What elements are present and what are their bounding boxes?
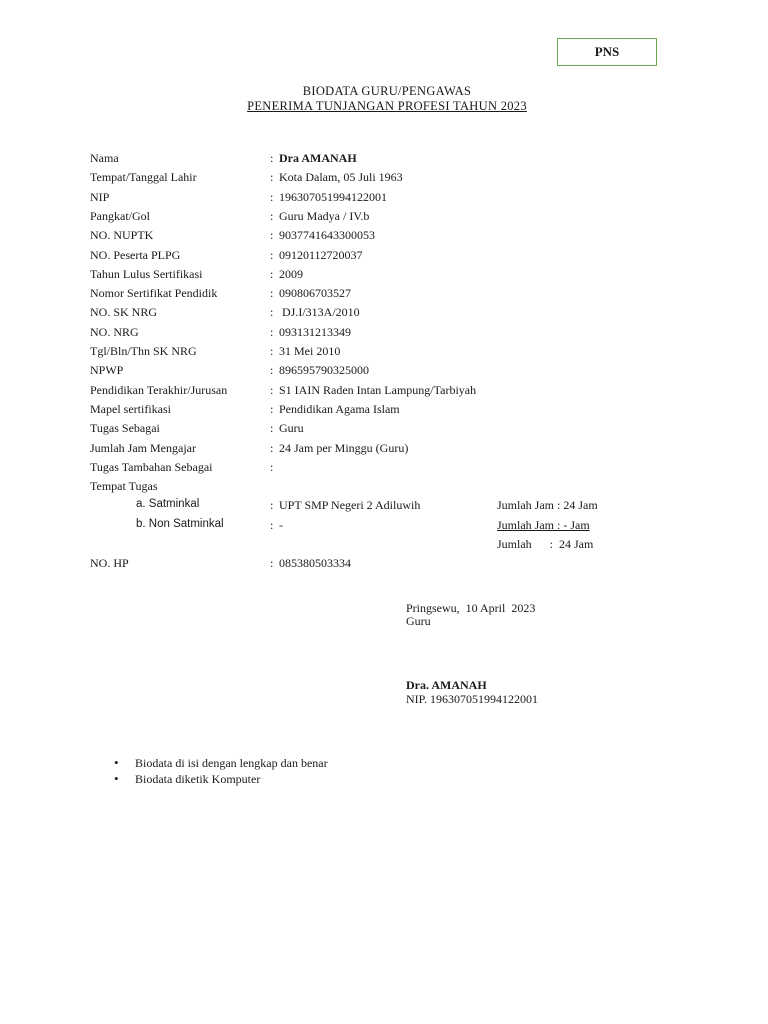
field-colon: : [270, 459, 274, 474]
jumlah-jam-non-satminkal-text: Jumlah Jam : - Jam [497, 518, 590, 532]
field-value: 093131213349 [279, 324, 351, 339]
field-colon: : [270, 305, 274, 320]
field-label: b. Non Satminkal [136, 518, 224, 530]
field-value: 196307051994122001 [279, 189, 387, 204]
signature-nip: NIP. 196307051994122001 [406, 692, 539, 706]
field-label: Tgl/Bln/Thn SK NRG [90, 344, 197, 358]
field-value: Pendidikan Agama Islam [279, 401, 400, 416]
field-label: Tugas Tambahan Sebagai [90, 459, 213, 474]
field-label: NIP [90, 189, 110, 204]
field-label: NO. NUPTK [90, 228, 154, 243]
field-label: Jumlah Jam Mengajar [90, 440, 196, 455]
field-label: Pangkat/Gol [90, 208, 150, 223]
field-value: Kota Dalam, 05 Juli 1963 [279, 170, 403, 185]
field-value: 085380503334 [279, 556, 351, 570]
signature-role: Guru [406, 614, 431, 628]
document-subtitle: PENERIMA TUNJANGAN PROFESI TAHUN 2023 [247, 99, 527, 113]
field-value: 09120112720037 [279, 247, 363, 262]
note-item: • Biodata diketik Komputer [114, 772, 328, 788]
note-item: • Biodata di isi dengan lengkap dan benar [114, 756, 328, 772]
field-label: Tempat Tugas [90, 479, 158, 493]
field-colon: : [270, 344, 274, 358]
field-value: DJ.I/313A/2010 [279, 305, 360, 320]
field-colon: : [270, 208, 274, 223]
field-value: Guru Madya / IV.b [279, 208, 370, 223]
field-colon: : [270, 266, 274, 281]
pns-badge: PNS [557, 38, 657, 66]
jumlah-jam-non-satminkal [497, 518, 590, 533]
field-label: NPWP [90, 363, 124, 378]
field-value: 9037741643300053 [279, 228, 375, 243]
field-colon: : [270, 382, 274, 397]
field-value: 2009 [279, 266, 303, 281]
field-label: Nomor Sertifikat Pendidik [90, 286, 218, 301]
signature-place-date: Pringsewu, 10 April 2023 [406, 601, 536, 615]
field-label: NO. NRG [90, 324, 139, 339]
jumlah-jam-satminkal: Jumlah Jam : 24 Jam [497, 498, 598, 512]
document-title: BIODATA GURU/PENGAWAS [302, 84, 472, 98]
field-value: Guru [279, 421, 304, 436]
field-value: Dra AMANAH [279, 151, 357, 165]
field-colon: : [270, 518, 274, 532]
field-colon: : [270, 324, 274, 339]
field-colon: : [270, 189, 274, 204]
field-colon: : [270, 247, 274, 262]
field-label: Tahun Lulus Sertifikasi [90, 266, 203, 281]
field-colon: : [270, 421, 274, 436]
field-label: NO. HP [90, 556, 129, 570]
field-label: NO. SK NRG [90, 305, 158, 320]
field-label: Pendidikan Terakhir/Jurusan [90, 382, 228, 397]
field-value: S1 IAIN Raden Intan Lampung/Tarbiyah [279, 382, 477, 397]
field-label: Tugas Sebagai [90, 421, 160, 436]
field-label: Nama [90, 151, 119, 165]
field-label: Mapel sertifikasi [90, 401, 171, 416]
field-value: 090806703527 [279, 286, 351, 301]
notes-list [114, 756, 328, 788]
signature-name: Dra. AMANAH [406, 678, 487, 692]
field-value: 24 Jam per Minggu (Guru) [279, 440, 409, 455]
field-value: - [279, 518, 283, 532]
field-colon: : [270, 286, 274, 301]
field-value: UPT SMP Negeri 2 Adiluwih [279, 498, 421, 512]
field-colon: : [270, 498, 274, 512]
field-label: Tempat/Tanggal Lahir [90, 170, 197, 185]
field-colon: : [270, 151, 274, 165]
field-colon: : [270, 363, 274, 378]
field-value: 896595790325000 [279, 363, 369, 378]
field-value: 31 Mei 2010 [279, 344, 341, 358]
field-colon: : [270, 440, 274, 455]
field-colon: : [270, 170, 274, 185]
field-colon: : [270, 228, 274, 243]
field-colon: : [270, 401, 274, 416]
field-label: NO. Peserta PLPG [90, 247, 181, 262]
field-label: a. Satminkal [136, 498, 200, 510]
jumlah-jam-total: Jumlah : 24 Jam [497, 537, 594, 551]
field-colon: : [270, 556, 274, 570]
